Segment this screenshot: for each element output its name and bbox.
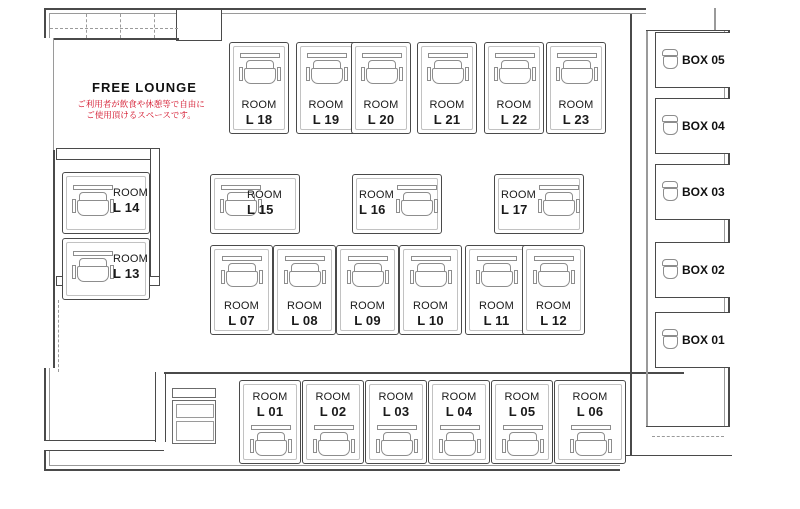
room-label bbox=[418, 99, 476, 126]
wall-top-notch bbox=[176, 10, 222, 41]
furniture-desk-chair bbox=[71, 251, 115, 285]
furniture-desk-chair bbox=[249, 425, 293, 459]
room-label bbox=[274, 300, 335, 327]
room-l18[interactable] bbox=[229, 42, 289, 134]
room-code: L 14 bbox=[113, 199, 140, 215]
guide-dash-line bbox=[58, 300, 59, 372]
room-code: L 01 bbox=[256, 403, 284, 419]
furniture-desk-chair bbox=[493, 53, 537, 87]
room-code: L 18 bbox=[245, 111, 273, 127]
box-04[interactable] bbox=[655, 98, 730, 154]
room-label bbox=[523, 300, 584, 327]
room-code: L 17 bbox=[501, 201, 528, 217]
room-l07[interactable] bbox=[210, 245, 273, 335]
free-lounge-note-line-2: ご使用頂けるスペースです。 bbox=[86, 110, 196, 120]
free-lounge-note-line-1: ご利用者が飲食や休憩等で自由に bbox=[77, 99, 205, 109]
box-label: BOX 02 bbox=[682, 263, 725, 277]
room-code: L 23 bbox=[562, 111, 590, 127]
room-l10[interactable] bbox=[399, 245, 462, 335]
furniture-desk-chair bbox=[438, 425, 482, 459]
room-code: L 20 bbox=[367, 111, 395, 127]
room-label bbox=[547, 99, 605, 126]
corridor-dash-line-v bbox=[154, 14, 155, 38]
room-label bbox=[352, 99, 410, 126]
furniture-desk-chair bbox=[537, 185, 581, 219]
furniture-desk-chair bbox=[346, 256, 390, 290]
left-counter-top bbox=[56, 148, 160, 160]
furniture-chair bbox=[662, 329, 680, 351]
room-l20[interactable] bbox=[351, 42, 411, 134]
room-l12[interactable] bbox=[522, 245, 585, 335]
room-label bbox=[240, 391, 300, 418]
room-word: ROOM bbox=[241, 99, 277, 111]
wall-bottom-right-step bbox=[620, 455, 732, 472]
room-l06[interactable] bbox=[554, 380, 626, 464]
copier-tray bbox=[176, 404, 214, 418]
wall-bottom-left bbox=[44, 440, 164, 451]
free-lounge-title: FREE LOUNGE bbox=[92, 80, 197, 95]
room-code: L 21 bbox=[433, 111, 461, 127]
room-l13[interactable] bbox=[62, 238, 150, 300]
wall-right-top-block bbox=[646, 8, 730, 31]
copier-machine bbox=[172, 400, 216, 444]
room-word: ROOM bbox=[349, 300, 386, 312]
room-word: ROOM bbox=[496, 99, 532, 111]
box-03[interactable] bbox=[655, 164, 730, 220]
room-code: L 06 bbox=[576, 403, 604, 419]
box-02[interactable] bbox=[655, 242, 730, 298]
room-word: ROOM bbox=[558, 99, 594, 111]
furniture-desk-chair bbox=[409, 256, 453, 290]
room-word: ROOM bbox=[535, 300, 572, 312]
room-label bbox=[555, 391, 625, 418]
guide-dash-line bbox=[652, 436, 724, 437]
room-l15[interactable] bbox=[210, 174, 300, 234]
furniture-desk-chair bbox=[501, 425, 545, 459]
furniture-chair bbox=[662, 49, 680, 71]
room-l17[interactable] bbox=[494, 174, 584, 234]
room-code: L 05 bbox=[508, 403, 536, 419]
room-l16[interactable] bbox=[352, 174, 442, 234]
room-l11[interactable] bbox=[465, 245, 528, 335]
furniture-desk-chair bbox=[220, 256, 264, 290]
room-label bbox=[113, 187, 147, 214]
corridor-dash-line bbox=[50, 28, 178, 29]
room-word: ROOM bbox=[378, 391, 414, 403]
furniture-desk-chair bbox=[555, 53, 599, 87]
furniture-desk-chair bbox=[238, 53, 282, 87]
room-code: L 10 bbox=[417, 312, 444, 328]
furniture-desk-chair bbox=[375, 425, 419, 459]
furniture-desk-chair bbox=[360, 53, 404, 87]
left-counter-divider bbox=[150, 148, 160, 282]
room-l21[interactable] bbox=[417, 42, 477, 134]
room-code: L 12 bbox=[540, 312, 567, 328]
furniture-desk-chair bbox=[71, 185, 115, 219]
room-l08[interactable] bbox=[273, 245, 336, 335]
wall-line bbox=[164, 372, 684, 374]
room-word: ROOM bbox=[286, 300, 323, 312]
room-l09[interactable] bbox=[336, 245, 399, 335]
room-word: ROOM bbox=[412, 300, 449, 312]
room-l04[interactable] bbox=[428, 380, 490, 464]
box-label: BOX 05 bbox=[682, 53, 725, 67]
room-code: L 19 bbox=[312, 111, 340, 127]
room-word: ROOM bbox=[359, 189, 395, 201]
furniture-chair bbox=[662, 115, 680, 137]
room-l03[interactable] bbox=[365, 380, 427, 464]
wall-left-line bbox=[53, 150, 55, 368]
room-word: ROOM bbox=[478, 300, 515, 312]
room-label bbox=[211, 300, 272, 327]
room-label bbox=[466, 300, 527, 327]
room-code: L 22 bbox=[500, 111, 528, 127]
room-l01[interactable] bbox=[239, 380, 301, 464]
service-counter bbox=[172, 388, 216, 398]
room-label bbox=[366, 391, 426, 418]
room-word: ROOM bbox=[504, 391, 540, 403]
room-word: ROOM bbox=[572, 391, 608, 403]
room-label bbox=[501, 189, 543, 216]
box-label: BOX 03 bbox=[682, 185, 725, 199]
room-code: L 02 bbox=[319, 403, 347, 419]
wall-right-inner bbox=[630, 14, 632, 472]
room-word: ROOM bbox=[223, 300, 260, 312]
room-word: ROOM bbox=[501, 189, 537, 201]
room-word: ROOM bbox=[247, 189, 283, 201]
furniture-desk-chair bbox=[312, 425, 356, 459]
room-word: ROOM bbox=[363, 99, 399, 111]
room-code: L 13 bbox=[113, 265, 140, 281]
room-code: L 03 bbox=[382, 403, 410, 419]
room-label bbox=[485, 99, 543, 126]
room-label bbox=[230, 99, 288, 126]
room-label bbox=[337, 300, 398, 327]
wall-right-inner2 bbox=[646, 14, 648, 472]
room-l22[interactable] bbox=[484, 42, 544, 134]
room-label bbox=[113, 253, 147, 280]
furniture-desk-chair bbox=[569, 425, 613, 459]
room-word: ROOM bbox=[429, 99, 465, 111]
furniture-chair bbox=[662, 181, 680, 203]
room-label bbox=[303, 391, 363, 418]
room-label bbox=[400, 300, 461, 327]
room-code: L 04 bbox=[445, 403, 473, 419]
room-label bbox=[429, 391, 489, 418]
furniture-desk-chair bbox=[426, 53, 470, 87]
room-word: ROOM bbox=[113, 187, 149, 199]
room-code: L 07 bbox=[228, 312, 255, 328]
room-code: L 08 bbox=[291, 312, 318, 328]
furniture-desk-chair bbox=[395, 185, 439, 219]
wall-bottom-left-riser bbox=[155, 372, 166, 442]
copier-body bbox=[176, 421, 214, 441]
furniture-desk-chair bbox=[475, 256, 519, 290]
corridor-dash-line-v bbox=[86, 14, 87, 38]
box-label: BOX 01 bbox=[682, 333, 725, 347]
room-word: ROOM bbox=[441, 391, 477, 403]
box-label: BOX 04 bbox=[682, 119, 725, 133]
furniture-desk-chair bbox=[283, 256, 327, 290]
room-l23[interactable] bbox=[546, 42, 606, 134]
room-l19[interactable] bbox=[296, 42, 356, 134]
room-word: ROOM bbox=[113, 253, 149, 265]
room-word: ROOM bbox=[308, 99, 344, 111]
room-code: L 11 bbox=[483, 312, 510, 328]
room-l02[interactable] bbox=[302, 380, 364, 464]
corridor-dash-line-v bbox=[120, 14, 121, 38]
room-l14[interactable] bbox=[62, 172, 150, 234]
furniture-desk-chair bbox=[532, 256, 576, 290]
room-word: ROOM bbox=[315, 391, 351, 403]
room-code: L 15 bbox=[247, 201, 274, 217]
furniture-chair bbox=[662, 259, 680, 281]
room-code: L 16 bbox=[359, 201, 386, 217]
room-label bbox=[492, 391, 552, 418]
room-l05[interactable] bbox=[491, 380, 553, 464]
wall-segment bbox=[49, 38, 179, 40]
room-code: L 09 bbox=[354, 312, 381, 328]
box-05[interactable] bbox=[655, 32, 730, 88]
box-01[interactable] bbox=[655, 312, 730, 368]
room-label bbox=[297, 99, 355, 126]
room-label bbox=[359, 189, 401, 216]
room-label bbox=[247, 189, 295, 216]
wall-line bbox=[714, 8, 716, 30]
room-word: ROOM bbox=[252, 391, 288, 403]
furniture-desk-chair bbox=[305, 53, 349, 87]
